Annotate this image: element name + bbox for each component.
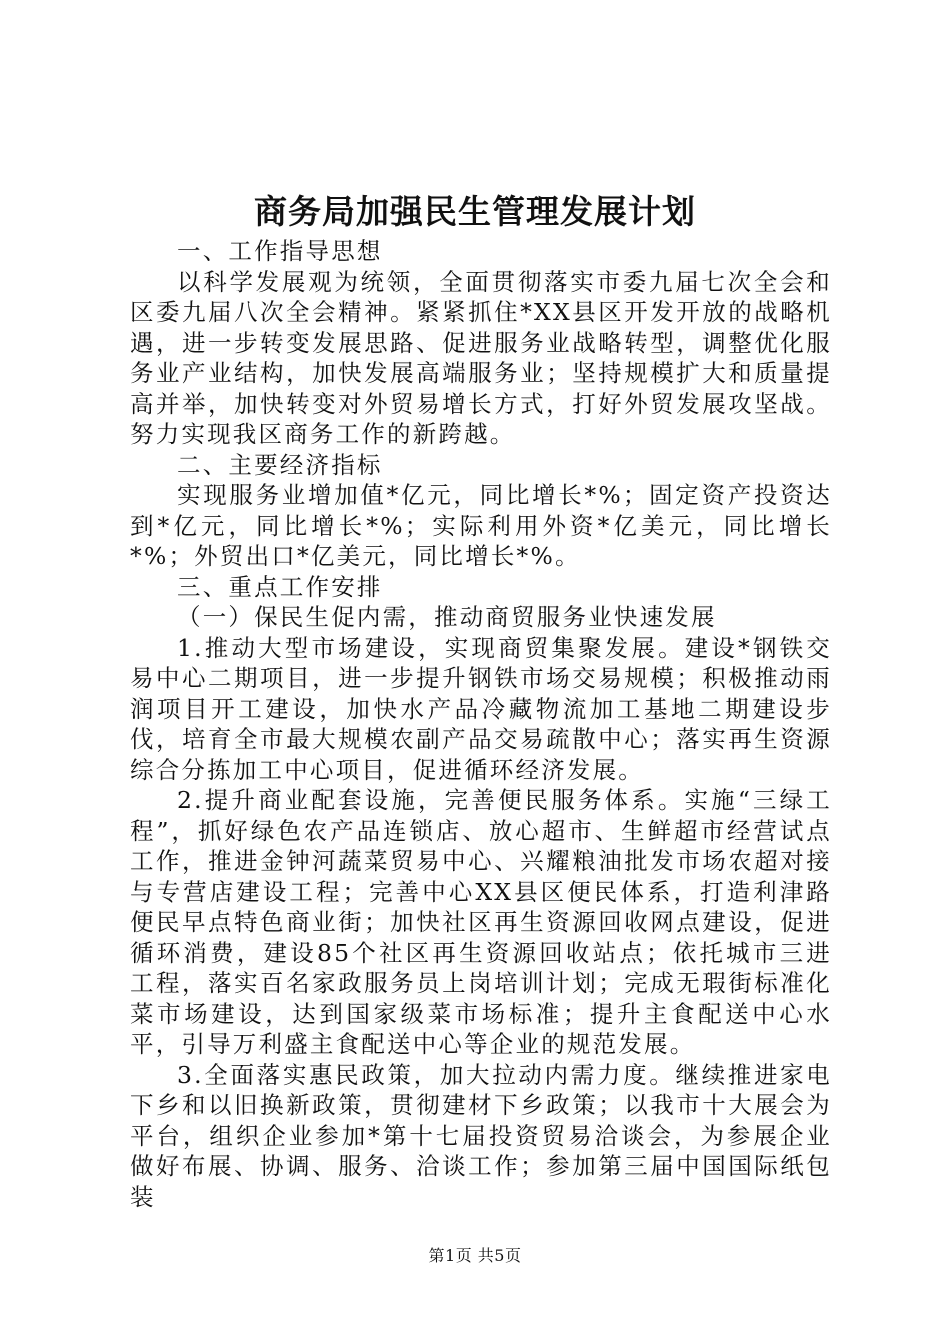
- paragraph: 以科学发展观为统领，全面贯彻落实市委九届七次全会和区委九届八次全会精神。紧紧抓住*XX县区开发开放的战略机遇，进一步转变发展思路、促进服务业战略转型，调整优化服务业产业结构，加快发展高端服务业；坚持规模扩大和质量提高并举，加快转变对外贸易增长方式，打好外贸发展攻坚战。努力实现我区商务工作的新跨越。: [130, 267, 832, 448]
- paragraph: 3.全面落实惠民政策，加大拉动内需力度。继续推进家电下乡和以旧换新政策，贯彻建材下乡政策；以我市十大展会为平台，组织企业参加*第十七届投资贸易洽谈会，为参展企业做好布展、协调、服务、洽谈工作；参加第三届中国国际纸包装: [130, 1060, 832, 1211]
- section-heading: 一、工作指导思想: [177, 237, 383, 265]
- subsection-heading: （一）保民生促内需，推动商贸服务业快速发展: [177, 603, 717, 631]
- section-heading: 二、主要经济指标: [177, 450, 383, 479]
- document-body: [130, 236, 832, 1212]
- paragraph: 1.推动大型市场建设，实现商贸集聚发展。建设*钢铁交易中心二期项目，进一步提升钢铁市场交易规模；积极推动雨润项目开工建设，加快水产品冷藏物流加工基地二期建设步伐，培育全市最大规模农副产品交易疏散中心；落实再生资源综合分拣加工中心项目，促进循环经济发展。: [130, 633, 832, 784]
- document-title: 商务局加强民生管理发展计划: [254, 192, 696, 231]
- paragraph: 实现服务业增加值*亿元，同比增长*%；固定资产投资达到*亿元，同比增长*%；实际利用外资*亿美元，同比增长*%；外贸出口*亿美元，同比增长*%。: [130, 481, 832, 570]
- paragraph: 2.提升商业配套设施，完善便民服务体系。实施“三绿工程”，抓好绿色农产品连锁店、放心超市、生鲜超市经营试点工作，推进金钟河蔬菜贸易中心、兴耀粮油批发市场农超对接与专营店建设工程；完善中心XX县区便民体系，打造利津路便民早点特色商业街；加快社区再生资源回收网点建设，促进循环消费，建设85个社区再生资源回收站点；依托城市三进工程，落实百名家政服务员上岗培训计划；完成无瑕街标准化菜市场建设，达到国家级菜市场标准；提升主食配送中心水平，引导万利盛主食配送中心等企业的规范发展。: [130, 786, 832, 1058]
- page-number-footer: 第1页 共5页: [428, 1246, 522, 1265]
- section-heading: 三、重点工作安排: [177, 572, 383, 601]
